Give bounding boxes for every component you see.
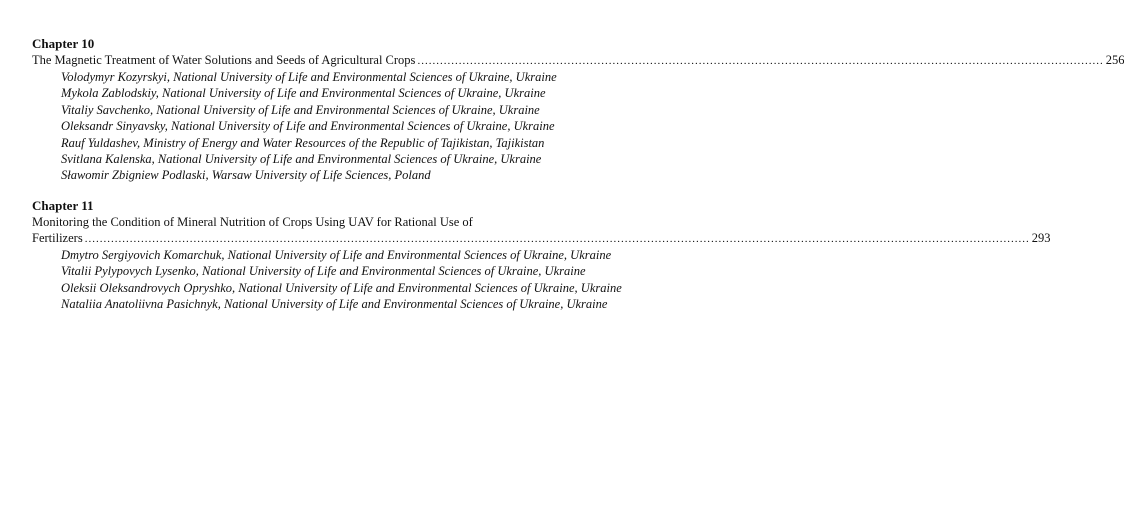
page-number: 256 bbox=[1105, 53, 1124, 67]
author-entry: Vitaliy Savchenko, National University of Life and Environmental Sciences of Ukraine, Ukraine bbox=[61, 102, 540, 117]
dot-leader: ............................................................................................................................................................................................................................................................ bbox=[84, 232, 1030, 245]
page-number: 293 bbox=[1031, 230, 1051, 245]
chapter-title: The Magnetic Treatment of Water Solutions and Seeds of Agricultural Crops bbox=[32, 53, 416, 67]
chapter-title: Fertilizers bbox=[32, 230, 83, 245]
chapter-title-line-1[interactable]: Monitoring the Condition of Mineral Nutrition of Crops Using UAV for Rational Use of bbox=[32, 214, 473, 229]
author-entry: Rauf Yuldashev, Ministry of Energy and Water Resources of the Republic of Tajikistan, Tajikistan bbox=[61, 135, 545, 150]
table-of-contents bbox=[32, 36, 1124, 326]
author-entry: Nataliia Anatoliivna Pasichnyk, National University of Life and Environmental Sciences of Ukraine, Ukraine bbox=[61, 297, 608, 312]
author-list bbox=[32, 69, 632, 184]
author-entry: Oleksii Oleksandrovych Opryshko, National University of Life and Environmental Sciences of Ukraine, Ukraine bbox=[61, 280, 622, 295]
author-list bbox=[32, 247, 632, 313]
author-entry: Svitlana Kalenska, National University of Life and Environmental Sciences of Ukraine, Ukraine bbox=[61, 152, 542, 167]
author-entry: Vitalii Pylypovych Lysenko, National University of Life and Environmental Sciences of Ukraine, Ukraine bbox=[61, 264, 586, 279]
author-entry: Dmytro Sergiyovich Komarchuk, National University of Life and Environmental Sciences of Ukraine, Ukraine bbox=[61, 247, 612, 262]
author-entry: Volodymyr Kozyrskyi, National University of Life and Environmental Sciences of Ukraine, Ukraine bbox=[61, 70, 557, 84]
chapter-label: Chapter 10 bbox=[32, 36, 95, 51]
chapter-entry-11 bbox=[32, 197, 1051, 313]
author-entry: Mykola Zablodskiy, National University of Life and Environmental Sciences of Ukraine, Ukraine bbox=[61, 86, 546, 101]
dot-leader: ....................................................................................................................................................................................... bbox=[417, 55, 1104, 67]
chapter-label: Chapter 11 bbox=[32, 197, 94, 213]
author-entry: Sławomir Zbigniew Podlaski, Warsaw University of Life Sciences, Poland bbox=[61, 168, 431, 183]
chapter-entry-10 bbox=[32, 36, 1124, 184]
chapter-title-link[interactable] bbox=[32, 52, 1124, 69]
author-entry: Oleksandr Sinyavsky, National University of Life and Environmental Sciences of Ukraine, Ukraine bbox=[61, 119, 555, 134]
chapter-title-link[interactable] bbox=[32, 230, 1051, 247]
